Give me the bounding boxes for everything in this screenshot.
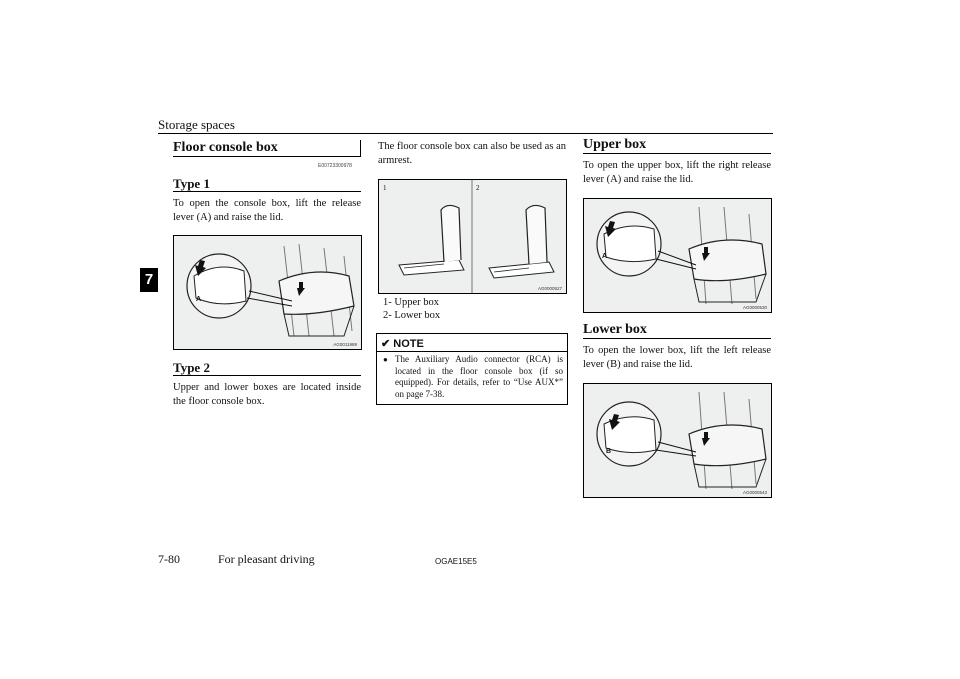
chapter-title: For pleasant driving [218, 552, 315, 566]
page-number: 7-80 [158, 552, 180, 566]
upper-box-illustration [584, 199, 771, 312]
figure-type1 [173, 235, 362, 350]
header-rule [158, 133, 773, 134]
lower-box-text: To open the lower box, lift the left release lever (B) and raise the lid. [583, 345, 771, 370]
open-console-illustration [379, 180, 566, 293]
lower-box-illustration [584, 384, 771, 497]
figure-code: AG0000543 [742, 490, 767, 495]
bullet-icon: ● [383, 355, 388, 364]
figure-code: AG0000527 [537, 286, 562, 291]
title-corner-rule [360, 140, 361, 156]
legend-item-1: 1- Upper box [383, 297, 439, 308]
console-illustration [174, 236, 361, 349]
figure-code: AG0000530 [742, 305, 767, 310]
note-rule [377, 351, 567, 352]
note-box [376, 333, 568, 405]
title-underline [173, 156, 361, 157]
figure-lower-box [583, 383, 772, 498]
type1-text: To open the console box, lift the release lever (A) and raise the lid. [173, 198, 361, 223]
figure-code: AG0011989 [333, 342, 357, 347]
armrest-intro: The floor console box can also be used as an armrest. [378, 141, 566, 166]
lower-box-title: Lower box [583, 322, 647, 337]
section-code: E00723300978 [318, 163, 352, 169]
section-title-floor-console-box: Floor console box [173, 140, 278, 155]
running-head: Storage spaces [158, 117, 235, 132]
type1-underline [173, 191, 361, 192]
upper-box-underline [583, 153, 771, 154]
legend-item-2: 2- Lower box [383, 310, 441, 321]
type2-text: Upper and lower boxes are located inside the floor console box. [173, 382, 361, 407]
lower-box-underline [583, 338, 771, 339]
note-title: NOTE [393, 338, 424, 350]
check-icon: ✔ [381, 338, 391, 350]
callout-a: A [602, 253, 608, 260]
figure-label-2: 2 [476, 184, 480, 192]
document-code: OGAE15E5 [435, 557, 477, 566]
chapter-tab: 7 [140, 268, 158, 292]
figure-legend [383, 296, 440, 322]
note-label [381, 337, 424, 350]
upper-box-text: To open the upper box, lift the right release lever (A) and raise the lid. [583, 160, 771, 185]
callout-b: B [606, 448, 612, 455]
type2-title: Type 2 [173, 360, 210, 375]
upper-box-title: Upper box [583, 137, 647, 152]
type2-underline [173, 375, 361, 376]
figure-upper-lower [378, 179, 567, 294]
note-text: The Auxiliary Audio connector (RCA) is located in the floor console box (if so equipped). For details, refer to “Use AUX*” on page 7-38. [395, 354, 563, 399]
callout-a: A [196, 296, 202, 303]
type1-title: Type 1 [173, 176, 210, 191]
figure-upper-box [583, 198, 772, 313]
figure-label-1: 1 [383, 184, 387, 192]
